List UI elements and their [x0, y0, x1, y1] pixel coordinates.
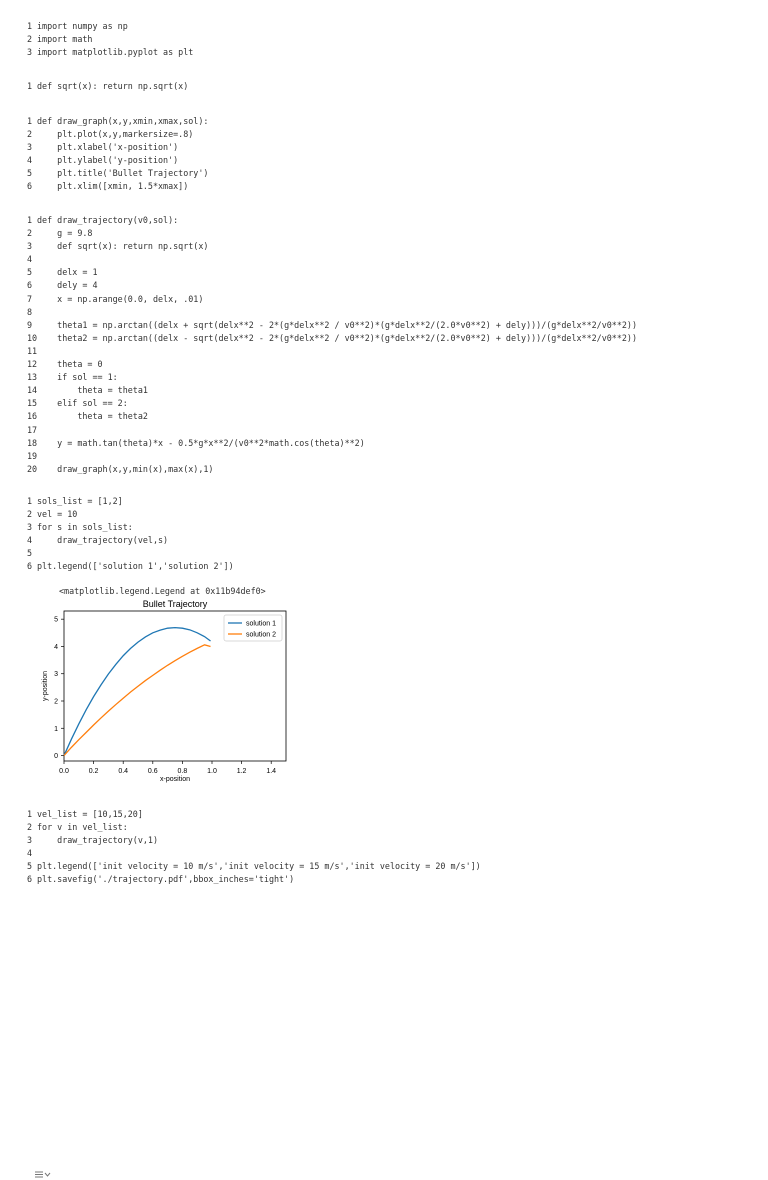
x-tick-label: 0.0	[59, 768, 69, 775]
line-number: 2	[27, 34, 33, 45]
code-line	[27, 808, 481, 821]
line-number: 7	[27, 293, 33, 304]
code-line	[27, 358, 637, 371]
y-tick-label: 1	[54, 725, 58, 733]
code-text: plt.legend(['solution 1','solution 2'])	[37, 561, 234, 572]
line-number: 2	[27, 228, 33, 239]
code-line	[27, 463, 637, 476]
code-text: y = math.tan(theta)*x - 0.5*g*x**2/(v0**2*math.cos(theta)**2)	[37, 437, 365, 448]
line-number: 3	[27, 47, 33, 58]
code-line	[27, 384, 637, 397]
line-number: 13	[27, 372, 38, 383]
code-text: elif sol == 2:	[37, 398, 128, 409]
code-line	[27, 128, 208, 141]
code-text: theta2 = np.arctan((delx - sqrt(delx**2 - 2*(g*delx**2 / v0**2)*(g*delx**2/(2.0*v0**2) + dely)))/(g*delx**2/v0**2))	[37, 332, 638, 343]
line-number: 17	[27, 424, 38, 435]
code-line	[27, 560, 234, 573]
y-tick-label: 2	[54, 698, 58, 706]
code-text: plt.xlim([xmin, 1.5*xmax])	[37, 181, 189, 192]
code-text: sols_list = [1,2]	[37, 496, 123, 506]
line-number: 2	[27, 509, 33, 520]
code-line	[27, 821, 481, 834]
line-number: 10	[27, 332, 38, 343]
code-line	[27, 141, 208, 154]
y-axis-label: y-position	[42, 671, 49, 701]
code-text: vel_list = [10,15,20]	[37, 809, 143, 819]
code-line	[27, 253, 637, 266]
code-text: plt.title('Bullet Trajectory')	[37, 168, 209, 179]
code-line	[27, 371, 637, 384]
code-cell[interactable]	[27, 80, 188, 93]
x-tick-label: 1.2	[236, 768, 247, 775]
code-text: draw_trajectory(vel,s)	[37, 535, 169, 546]
code-line	[27, 319, 637, 332]
code-line	[27, 847, 481, 860]
code-text: def draw_graph(x,y,xmin,xmax,sol):	[37, 116, 209, 126]
code-cell[interactable]	[27, 808, 481, 887]
code-line	[27, 534, 234, 547]
code-line	[27, 332, 637, 345]
x-axis-label: x-position	[160, 776, 190, 783]
code-text: if sol == 1:	[37, 372, 118, 383]
code-text: plt.legend(['init velocity = 10 m/s','init velocity = 15 m/s','init velocity = 20 m/s'])	[37, 861, 481, 872]
code-text: plt.plot(x,y,markersize=.8)	[37, 129, 194, 140]
output-collapse-icon[interactable]	[34, 1169, 52, 1180]
line-number: 8	[27, 306, 33, 317]
line-number: 2	[27, 822, 33, 833]
line-number: 1	[27, 496, 33, 506]
line-number: 5	[27, 861, 33, 872]
code-line	[27, 521, 234, 534]
x-tick-label: 1.4	[266, 768, 277, 775]
code-text: vel = 10	[37, 509, 78, 520]
legend-label: solution 1	[246, 620, 276, 628]
line-number: 9	[27, 319, 33, 330]
line-number: 5	[27, 168, 33, 179]
code-line	[27, 266, 637, 279]
code-line	[27, 154, 208, 167]
code-line	[27, 873, 481, 886]
y-tick-label: 0	[54, 753, 58, 761]
code-cell[interactable]	[27, 20, 193, 59]
code-text: theta = theta1	[37, 385, 148, 396]
code-line	[27, 227, 637, 240]
code-line	[27, 547, 234, 560]
code-line	[27, 834, 481, 847]
line-number: 3	[27, 241, 33, 252]
code-text: plt.savefig('./trajectory.pdf',bbox_inches='tight')	[37, 874, 295, 885]
code-line	[27, 46, 193, 59]
code-text: x = np.arange(0.0, delx, .01)	[37, 293, 204, 304]
code-text: draw_graph(x,y,min(x),max(x),1)	[37, 463, 214, 474]
code-line	[27, 33, 193, 46]
line-number: 1	[27, 116, 33, 126]
line-number: 18	[27, 437, 38, 448]
trajectory-chart	[30, 596, 300, 788]
line-number: 3	[27, 142, 33, 153]
line-number: 1	[27, 809, 33, 819]
code-line	[27, 180, 208, 193]
code-text: draw_trajectory(v,1)	[37, 835, 159, 846]
line-number: 1	[27, 21, 33, 31]
y-tick-label: 5	[54, 616, 58, 624]
line-number: 11	[27, 345, 38, 356]
code-text: def sqrt(x): return np.sqrt(x)	[37, 81, 189, 91]
x-tick-label: 0.2	[88, 768, 99, 775]
code-text: def sqrt(x): return np.sqrt(x)	[37, 241, 209, 252]
code-line	[27, 860, 481, 873]
code-text: g = 9.8	[37, 228, 93, 239]
line-number: 5	[27, 548, 33, 559]
code-text: theta = theta2	[37, 411, 148, 422]
line-number: 12	[27, 359, 38, 370]
code-line	[27, 410, 637, 423]
line-number: 6	[27, 280, 33, 291]
line-number: 14	[27, 385, 38, 396]
code-line	[27, 397, 637, 410]
code-line	[27, 20, 193, 33]
code-line	[27, 80, 188, 93]
line-number: 15	[27, 398, 38, 409]
line-number: 5	[27, 267, 33, 278]
code-cell[interactable]	[27, 495, 234, 574]
line-number: 2	[27, 129, 33, 140]
line-number: 19	[27, 450, 38, 461]
code-text: delx = 1	[37, 267, 98, 278]
line-number: 4	[27, 535, 33, 546]
line-number: 3	[27, 835, 33, 846]
line-number: 4	[27, 848, 33, 859]
code-line	[27, 345, 637, 358]
chart-title: Bullet Trajectory	[142, 599, 208, 609]
line-number: 3	[27, 522, 33, 533]
code-text: plt.xlabel('x-position')	[37, 142, 179, 153]
line-number: 1	[27, 215, 33, 225]
line-number: 16	[27, 411, 38, 422]
output-text: <matplotlib.legend.Legend at 0x11b94def0>	[59, 586, 266, 596]
code-line	[27, 293, 637, 306]
code-text: import numpy as np	[37, 21, 128, 31]
x-tick-label: 1.0	[207, 768, 217, 775]
y-tick-label: 4	[54, 643, 58, 651]
code-line	[27, 424, 637, 437]
code-text: theta1 = np.arctan((delx + sqrt(delx**2 - 2*(g*delx**2 / v0**2)*(g*delx**2/(2.0*v0**2) + dely)))/(g*delx**2/v0**2))	[37, 319, 638, 330]
code-text: plt.ylabel('y-position')	[37, 155, 179, 166]
legend-label: solution 2	[246, 631, 276, 639]
x-tick-label: 0.6	[147, 768, 158, 775]
x-tick-label: 0.8	[177, 768, 188, 775]
x-tick-label: 0.4	[118, 768, 129, 775]
output-area	[17, 584, 266, 598]
code-text: def draw_trajectory(v0,sol):	[37, 215, 179, 225]
line-number: 1	[27, 81, 33, 91]
code-text: for s in sols_list:	[37, 522, 133, 533]
code-line	[27, 306, 637, 319]
code-line	[27, 240, 637, 253]
code-text: dely = 4	[37, 280, 98, 291]
code-line	[27, 214, 637, 227]
code-line	[27, 495, 234, 508]
line-number: 6	[27, 561, 33, 572]
line-number: 4	[27, 254, 33, 265]
code-text: for v in vel_list:	[37, 822, 128, 833]
code-line	[27, 167, 208, 180]
code-text: import math	[37, 34, 93, 45]
code-line	[27, 115, 208, 128]
line-number: 20	[27, 463, 38, 474]
code-text: import matplotlib.pyplot as plt	[37, 47, 194, 58]
code-line	[27, 508, 234, 521]
code-line	[27, 279, 637, 292]
line-number: 6	[27, 181, 33, 192]
y-tick-label: 3	[54, 671, 58, 679]
code-line	[27, 450, 637, 463]
code-cell[interactable]	[27, 115, 208, 194]
code-cell[interactable]	[27, 214, 637, 476]
code-text: theta = 0	[37, 359, 103, 370]
line-number: 4	[27, 155, 33, 166]
code-line	[27, 437, 637, 450]
line-number: 6	[27, 874, 33, 885]
